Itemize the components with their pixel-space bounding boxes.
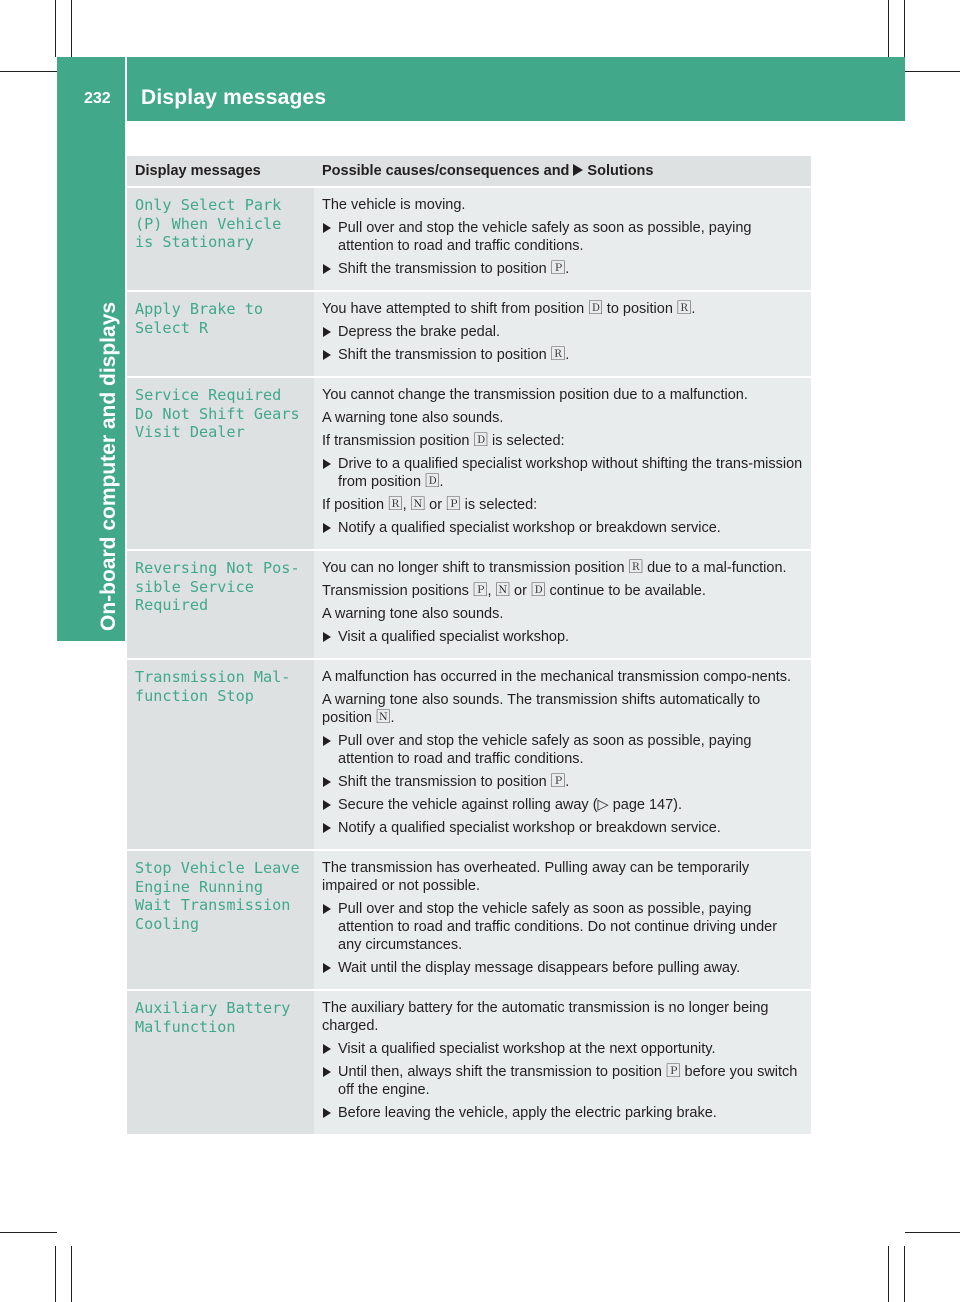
display-message-cell [127,991,314,1134]
line-text: Depress the brake pedal. [338,324,501,340]
line-text: Before leaving the vehicle, apply the electric parking brake. [338,1105,717,1121]
page-title: Display messages [141,86,327,109]
crop-mark [888,1246,889,1302]
cause-text [322,300,803,318]
crop-mark [71,0,72,57]
step-arrow-icon [323,800,331,810]
solution-step [322,900,803,954]
column-header-display-messages: Display messages [127,156,314,186]
step-arrow-icon [323,963,331,973]
solution-step [322,796,803,814]
table-row [127,188,811,290]
step-arrow-icon [323,523,331,533]
line-text: Notify a qualified specialist workshop or breakdown service. [338,820,721,836]
solution-cell [314,378,811,549]
line-text: Until then, always shift the transmission to position 🄿 before you switch off the engine. [338,1064,798,1098]
page-number: 232 [84,90,111,107]
line-text: You cannot change the transmission position due to a malfunction. [322,387,748,403]
solution-step [322,455,803,491]
header-divider [125,57,127,121]
column-header-solutions [314,156,811,186]
cause-text [322,409,803,427]
line-text: A malfunction has occurred in the mechanical transmission compo-nents. [322,669,792,685]
display-message-text: Transmission Mal‑ function Stop [135,668,291,705]
solution-step [322,323,803,341]
section-tab [57,121,125,641]
step-arrow-icon [323,327,331,337]
step-arrow-icon [323,264,331,274]
line-text: The auxiliary battery for the automatic transmission is no longer being charged. [322,1000,769,1034]
solution-cell [314,851,811,989]
section-label: On-board computer and displays [97,301,120,631]
crop-mark [0,1232,57,1233]
solution-cell [314,188,811,290]
solution-step [322,628,803,646]
solution-step [322,519,803,537]
line-text: Visit a qualified specialist workshop. [338,629,570,645]
solution-step [322,773,803,791]
cause-text [322,999,803,1035]
solution-cell [314,991,811,1134]
solution-step [322,732,803,768]
solution-step [322,959,803,977]
display-message-cell [127,292,314,376]
step-arrow-icon [323,904,331,914]
solution-cell [314,660,811,849]
column-header-causes: Possible causes/consequences and [322,163,570,179]
step-arrow-icon [323,632,331,642]
line-text: You have attempted to shift from position 🄳 to position 🅁. [322,301,696,317]
crop-mark [55,1246,56,1302]
line-text: Secure the vehicle against rolling away (▷ page 147). [338,797,683,813]
table-row [127,292,811,376]
cause-text [322,496,803,514]
crop-mark [904,1246,905,1302]
line-text: Visit a qualified specialist workshop at the next opportunity. [338,1041,716,1057]
cause-text [322,859,803,895]
solution-step [322,1040,803,1058]
cause-text [322,691,803,727]
display-message-text: Only Select Park (P) When Vehicle is Stationary [135,196,282,251]
line-text: You can no longer shift to transmission position 🅁 due to a mal-function. [322,560,787,576]
table-header-row [127,156,811,186]
line-text: A warning tone also sounds. [322,606,504,622]
line-text: Pull over and stop the vehicle safely as soon as possible, paying attention to road and traffic conditions. Do not continue driving under any circumstances. [338,901,778,953]
step-arrow-icon [323,1067,331,1077]
step-arrow-icon [323,823,331,833]
crop-mark [905,71,960,72]
table-body [127,186,811,1134]
display-message-text: Apply Brake to Select R [135,300,264,337]
display-message-text: Service Required Do Not Shift Gears Visit Dealer [135,386,300,441]
line-text: A warning tone also sounds. The transmission shifts automatically to position 🄽. [322,692,761,726]
display-message-text: Reversing Not Pos‑ sible Service Required [135,559,300,614]
solution-cell [314,292,811,376]
line-text: Drive to a qualified specialist workshop without shifting the trans-mission from position 🄳. [338,456,803,490]
line-text: Pull over and stop the vehicle safely as soon as possible, paying attention to road and traffic conditions. [338,220,752,254]
crop-mark [905,1232,960,1233]
line-text: Pull over and stop the vehicle safely as soon as possible, paying attention to road and traffic conditions. [338,733,752,767]
display-message-cell [127,660,314,849]
column-header-solutions-label: Solutions [587,163,654,179]
crop-mark [71,1246,72,1302]
line-text: Shift the transmission to position 🄿. [338,774,570,790]
line-text: A warning tone also sounds. [322,410,504,426]
solution-step [322,346,803,364]
line-text: If transmission position 🄳 is selected: [322,433,565,449]
display-message-cell [127,188,314,290]
display-message-cell [127,851,314,989]
display-message-text: Auxiliary Battery Malfunction [135,999,291,1036]
step-arrow-icon [573,164,583,176]
table-row [127,660,811,849]
step-arrow-icon [323,736,331,746]
step-arrow-icon [323,1044,331,1054]
cause-text [322,432,803,450]
line-text: Shift the transmission to position 🅁. [338,347,570,363]
table-row [127,991,811,1134]
table-row [127,378,811,549]
cause-text [322,668,803,686]
cause-text [322,559,803,577]
crop-mark [904,0,905,57]
solution-step [322,1063,803,1099]
line-text: If position 🅁, 🄽 or 🄿 is selected: [322,497,538,513]
step-arrow-icon [323,350,331,360]
display-message-cell [127,378,314,549]
crop-mark [55,0,56,57]
line-text: Transmission positions 🄿, 🄽 or 🄳 continue to be available. [322,583,706,599]
line-text: Notify a qualified specialist workshop or breakdown service. [338,520,721,536]
line-text: Shift the transmission to position 🄿. [338,261,570,277]
table-row [127,551,811,658]
line-text: The transmission has overheated. Pulling away can be temporarily impaired or not possible. [322,860,750,894]
display-messages-table [127,156,811,1134]
solution-step [322,819,803,837]
table-row [127,851,811,989]
cause-text [322,605,803,623]
solution-step [322,219,803,255]
step-arrow-icon [323,223,331,233]
display-message-text: Stop Vehicle Leave Engine Running Wait Transmission Cooling [135,859,300,933]
solution-cell [314,551,811,658]
step-arrow-icon [323,777,331,787]
display-message-cell [127,551,314,658]
crop-mark [888,0,889,57]
solution-step [322,1104,803,1122]
cause-text [322,196,803,214]
cause-text [322,582,803,600]
line-text: Wait until the display message disappears before pulling away. [338,960,741,976]
step-arrow-icon [323,459,331,469]
step-arrow-icon [323,1108,331,1118]
crop-mark [0,71,57,72]
line-text: The vehicle is moving. [322,197,466,213]
cause-text [322,386,803,404]
solution-step [322,260,803,278]
